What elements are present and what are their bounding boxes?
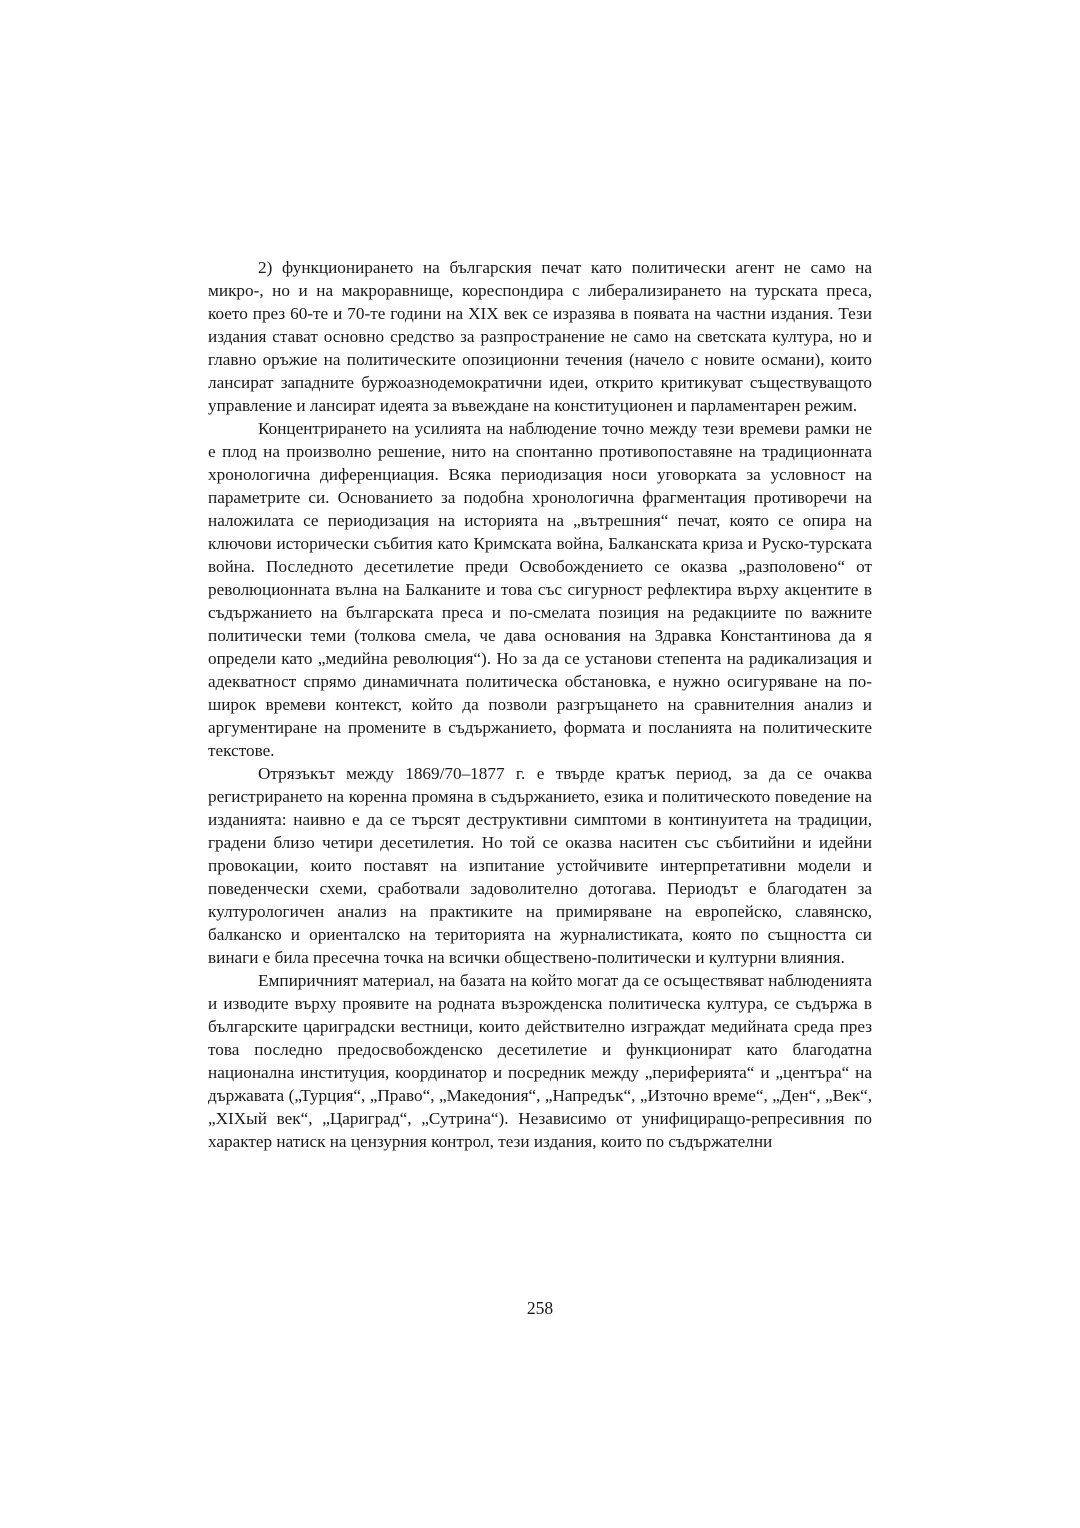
body-text [208, 256, 872, 1153]
paragraph: Отрязъкът между 1869/70–1877 г. е твърде кратък период, за да се очаква регистрирането на коренна промяна в съдържанието, езика и политическото поведение на изданията: наивно е да се търсят деструктивни симптоми в континуитета на традиции, градени близо четири десетилетия. Но той се оказва наситен със събитийни и идейни провокации, които поставят на изпитание устойчивите интерпретативни модели и поведенчески схеми, сработвали задоволително дотогава. Периодът е благодатен за културологичен анализ на практиките на примиряване на европейско, славянско, балканско и ориенталско на територията на журналистиката, която по същността си винаги е била пресечна точка на всички обществено-политически и културни влияния. [208, 764, 872, 967]
paragraph: Емпиричният материал, на базата на който могат да се осъществяват наблюденията и изводите върху проявите на родната възрожденска политическа култура, се съдържа в българските цариградски вестници, които действително изграждат медийната среда през това последно предосвобожденско десетилетие и функционират като благодатна национална институция, координатор и посредник между „периферията“ и „центъра“ на държавата („Турция“, „Право“, „Македония“, „Напредък“, „Източно време“, „Ден“, „Век“, „XIXый век“, „Цариград“, „Сутрина“). Независимо от унифициращо-репресивния по характер натиск на цензурния контрол, тези издания, които по съдържателни [208, 971, 872, 1151]
paragraph: Концентрирането на усилията на наблюдение точно между тези времеви рамки не е плод на произволно решение, нито на спонтанно противопоставяне на традиционната хронологична диференциация. Всяка периодизация носи уговорката за условност на параметрите си. Основанието за подобна хронологична фрагментация противоречи на наложилата се периодизация на историята на „вътрешния“ печат, която се опира на ключови исторически събития като Кримската война, Балканската криза и Руско-турската война. Последното десетилетие преди Освобождението се оказва „разполовено“ от революционната вълна на Балканите и това със сигурност рефлектира върху акцентите в съдържанието на българската преса и по-смелата позиция на редакциите по важните политически теми (толкова смела, че дава основания на Здравка Константинова да я определи като „медийна революция“). Но за да се установи степента на радикализация и адекватност спрямо динамичната политическа обстановка, е нужно осигуряване на по-широк времеви контекст, който да позволи разгръщането на сравнителния анализ и аргументиране на промените в съдържанието, формата и посланията на политическите текстове. [208, 419, 872, 760]
page-number: 258 [526, 1298, 554, 1318]
paragraph: 2) функционирането на българския печат като политически агент не само на микро-, но и на макроравнище, кореспондира с либерализирането на турската преса, което през 60-те и 70-те години на XIX век се изразява в появата на частни издания. Тези издания стават основно средство за разпространение не само на светската култура, но и главно оръжие на политическите опозиционни течения (начело с новите османи), които лансират западните буржоазнодемократични идеи, открито критикуват съществуващото управление и лансират идеята за въвеждане на конституционен и парламентарен режим. [208, 258, 872, 415]
